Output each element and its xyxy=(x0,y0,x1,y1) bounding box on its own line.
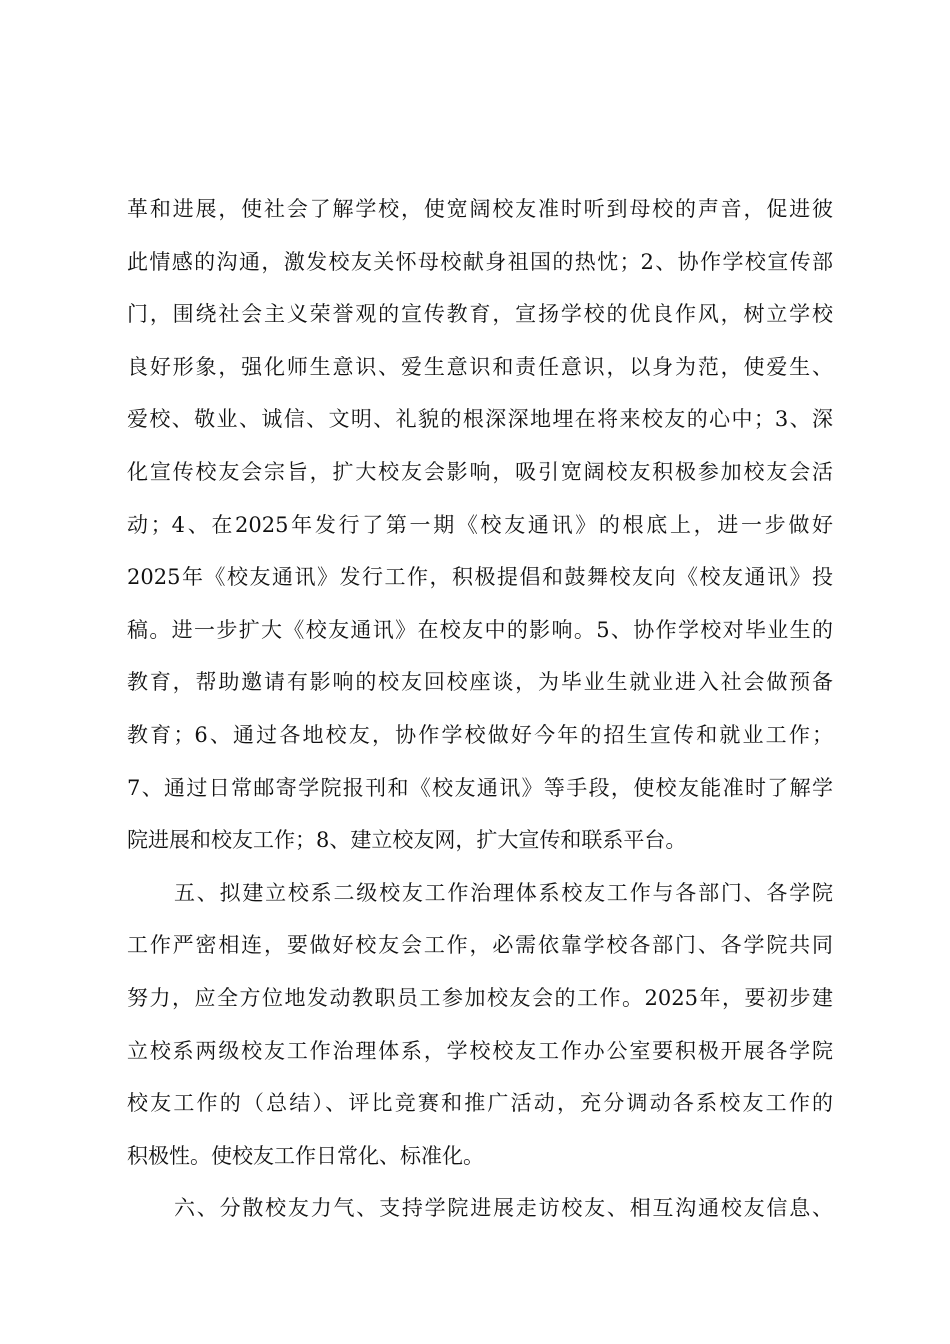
text-line: 2025年《校友通讯》发行工作，积极提倡和鼓舞校友向《校友通讯》投 xyxy=(127,565,833,590)
text-line: 此情感的沟通，激发校友关怀母校献身祖国的热忱；2、协作学校宣传部 xyxy=(127,249,833,274)
text-line: 教育；6、通过各地校友，协作学校做好今年的招生宣传和就业工作； xyxy=(127,722,833,747)
text-line: 教育，帮助邀请有影响的校友回校座谈，为毕业生就业进入社会做预备 xyxy=(127,670,833,695)
text-line: 校友工作的（总结）、评比竞赛和推广活动，充分调动各系校友工作的 xyxy=(127,1091,833,1116)
text-line: 革和进展，使社会了解学校，使宽阔校友准时听到母校的声音，促进彼 xyxy=(127,197,833,221)
text-line: 院进展和校友工作；8、建立校友网，扩大宣传和联系平台。 xyxy=(127,828,687,853)
text-line: 爱校、敬业、诚信、文明、礼貌的根深深地埋在将来校友的心中；3、深 xyxy=(127,407,833,432)
text-line: 化宣传校友会宗旨，扩大校友会影响，吸引宽阔校友积极参加校友会活 xyxy=(127,459,833,484)
text-line: 良好形象，强化师生意识、爱生意识和责任意识，以身为范，使爱生、 xyxy=(127,354,833,379)
text-line: 门，围绕社会主义荣誉观的宣传教育，宣扬学校的优良作风，树立学校 xyxy=(127,302,833,327)
text-line: 动；4、在2025年发行了第一期《校友通讯》的根底上，进一步做好 xyxy=(127,512,833,537)
text-line: 努力，应全方位地发动教职员工参加校友会的工作。2025年，要初步建 xyxy=(127,985,833,1010)
text-line: 7、通过日常邮寄学院报刊和《校友通讯》等手段，使校友能准时了解学 xyxy=(127,775,833,800)
section-heading-line: 六、分散校友力气、支持学院进展走访校友、相互沟通校友信息、 xyxy=(174,1196,833,1221)
text-line: 立校系两级校友工作治理体系，学校校友工作办公室要积极开展各学院 xyxy=(127,1038,833,1063)
body-text xyxy=(127,183,833,1235)
text-line: 工作严密相连，要做好校友会工作，必需依靠学校各部门、各学院共同 xyxy=(127,933,833,958)
text-line: 稿。进一步扩大《校友通讯》在校友中的影响。5、协作学校对毕业生的 xyxy=(127,617,833,642)
text-line: 积极性。使校友工作日常化、标准化。 xyxy=(127,1143,484,1168)
section-heading-line: 五、拟建立校系二级校友工作治理体系校友工作与各部门、各学院 xyxy=(174,880,833,905)
